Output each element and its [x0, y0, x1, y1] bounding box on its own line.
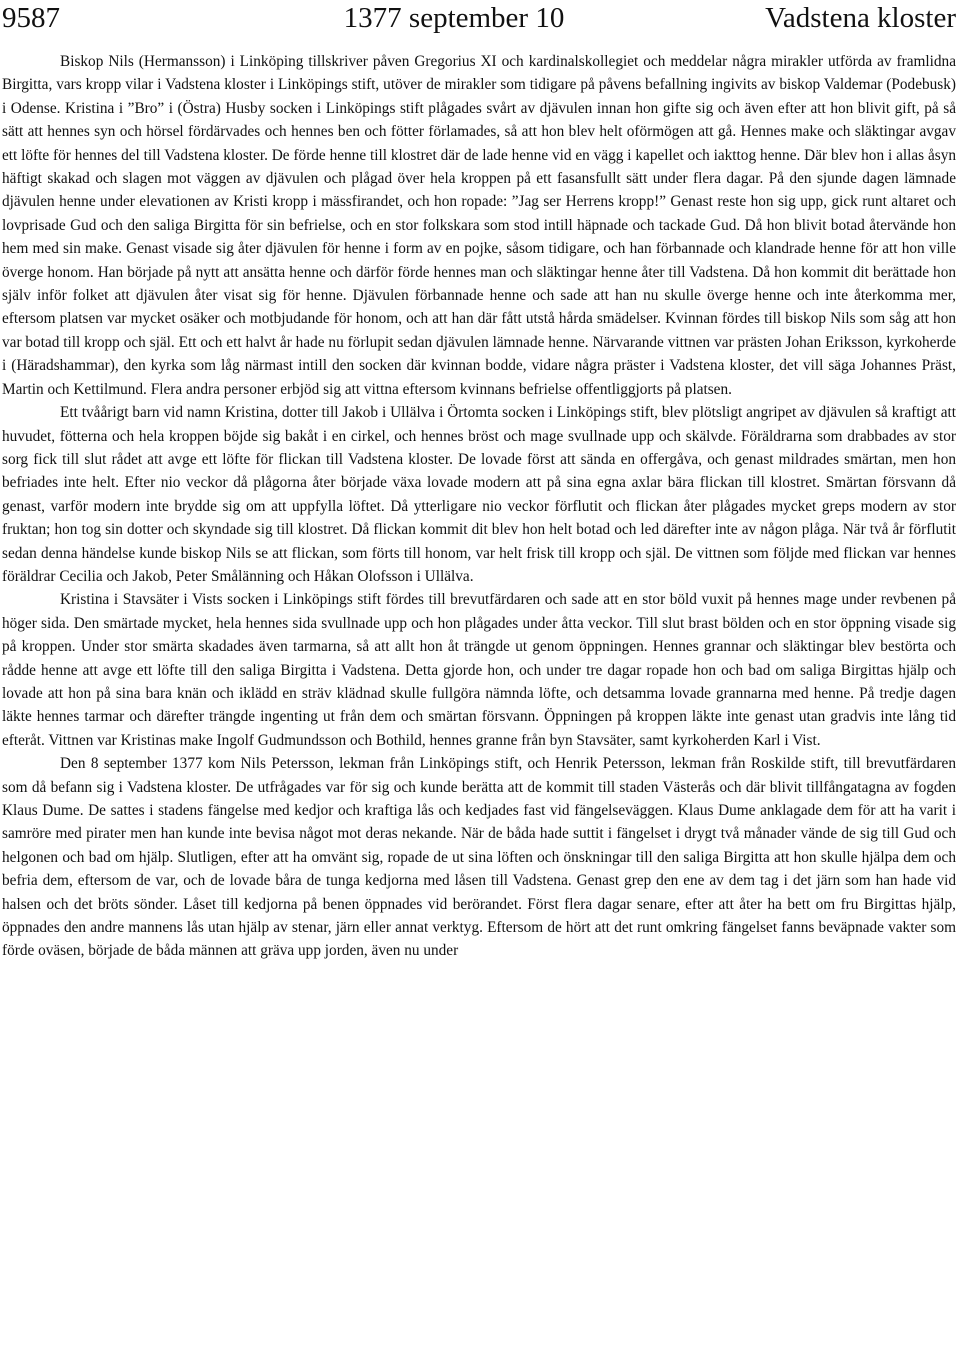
page-header: [2, 0, 956, 40]
document-number: 9587: [2, 2, 60, 34]
paragraph-1: Biskop Nils (Hermansson) i Linköping tillskriver påven Gregorius XI och kardinalskollegiet och meddelar några mirakler utförda av framlidna Birgitta, vars kropp vilar i Vadstena kloster i Linköpings stift, utöver de mirakler som tidigare på påvens befallning ingivits av biskop Valdemar (Podebusk) i Odense. Kristina i ”Bro” i (Östra) Husby socken i Linköpings stift plågades svårt av djävulen innan hon gifte sig och även efter att hon blivit gift, på så sätt att hennes syn och hörsel fördärvades och hennes ben och fötter förlamades, så att hon blev helt oförmögen att gå. Hennes make och släktingar avgav ett löfte för hennes del till Vadstena kloster. De förde henne till klostret där de lade henne vid en vägg i kapellet och iakttog henne. Där blev hon i allas åsyn häftigt skakad och slagen mot väggen av djävulen och plågad över hela kroppen på ett fasansfullt sätt under flera dagar. På den sjunde dagen lämnade djävulen henne under elevationen av Kristi kropp i mässfirandet, och hon ropade: ”Jag ser Herrens kropp!” Genast reste hon sig upp, gick runt altaret och lovprisade Gud och den saliga Birgitta för sin befrielse, och en stor folkskara som stod intill häpnade och tackade Gud. Då hon blivit botad återvände hon hem med sin make. Genast visade sig åter djävulen för henne i form av en pojke, såsom tidigare, och han förbannade och klandrade henne för att hon ville överge honom. Han började på nytt att ansätta henne och därför förde hennes man och släktingar henne åter till Vadstena. Då hon kommit dit berättade hon själv inför folket att djävulen åter visat sig för henne. Djävulen förbannade henne och sade att han nu skulle överge henne och inte återkomma mer, eftersom platsen var mycket osäker och motbjudande för honom, och att han där fått utstå hårda smädelser. Kvinnan fördes till biskop Nils som såg att hon var botad till kropp och själ. Ett och ett halvt år hade nu förlupit sedan djävulen lämnade henne. Närvarande vittnen var prästen Johan Eriksson, kyrkoherde i (Häradshammar), den kyrka som låg närmast intill den socken där kvinnan bodde, vidare några präster i Vadstena kloster, det vill säga Johannes Präst, Martin och Kettilmund. Flera andra personer erbjöd sig att vittna eftersom kvinnans befrielse offentliggjorts på platsen.: [2, 53, 956, 398]
paragraph-3: Kristina i Stavsäter i Vists socken i Linköpings stift fördes till brevutfärdaren och sade att en stor böld vuxit på hennes mage under revbenen på höger sida. Den smärtade mycket, hela hennes sida svullnade upp och hon plågades under åtta veckor. Till slut brast bölden och en stor öppning visade sig på kroppen. Under stor smärta skadades även tarmarna, så att allt hon åt trängde ut genom öppningen. Hennes grannar och släktingar blev bestörta och rådde henne att avge ett löfte till den saliga Birgitta i Vadstena. Detta gjorde hon, och under tre dagar ropade hon och bad om saliga Birgittas hjälp och lovade att hon på sina bara knän och iklädd en sträv klädnad skulle fullgöra nämnda löfte, och detsamma lovade grannarna med henne. På tredje dagen läkte hennes tarmar och därefter trängde ingenting ut från dem och smärtan försvann. Öppningen på kroppen läkte inte genast utan gradvis inte lång tid efteråt. Vittnen var Kristinas make Ingolf Gudmundsson och Bothild, hennes granne från byn Stavsäter, samt kyrkoherden Karl i Vist.: [2, 591, 956, 749]
document-place: Vadstena kloster: [765, 2, 956, 34]
document-body: [2, 50, 956, 963]
document-date: 1377 september 10: [343, 2, 565, 34]
paragraph-2: Ett tvåårigt barn vid namn Kristina, dotter till Jakob i Ullälva i Örtomta socken i Linköpings stift, blev plötsligt angripet av djävulen så kraftigt att huvudet, fötterna och hela kroppen böjde sig bakåt i en cirkel, och hennes bröst och mage svullnade upp och skälvde. Föräldrarna som drabbades av stor sorg fick till slut rådet att avge ett löfte för flickan till Vadstena kloster. De lovade först att sända en offergåva, och genast mildrades smärtan, men hon befriades inte helt. Efter nio veckor då plågorna åter började växa lovade modern att på sina egna axlar bära flickan till klostret. Smärtan försvann då genast, varför modern inte brydde sig om att uppfylla löftet. Då ytterligare nio veckor förflutit och flickan åter plågades mycket greps modern av stor fruktan; hon tog sin dotter och skyndade sig till klostret. Då flickan kommit dit blev hon helt botad och led därefter inte av någon plåga. När två år förflutit sedan denna händelse kunde biskop Nils se att flickan, som förts till honom, var helt frisk till kropp och själ. De vittnen som följde med flickan var hennes föräldrar Cecilia och Jakob, Peter Smålänning och Håkan Olofsson i Ullälva.: [2, 404, 956, 585]
paragraph-4: Den 8 september 1377 kom Nils Petersson, lekman från Linköpings stift, och Henrik Petersson, lekman från Roskilde stift, till brevutfärdaren som då befann sig i Vadstena kloster. De utfrågades var för sig och kunde berätta att de kommit till staden Västerås och där blivit tillfångatagna av fogden Klaus Dume. De sattes i stadens fängelse med kedjor och kraftiga lås och kedjades fast vid fängelseväggen. Klaus Dume anklagade dem för att ha varit i samröre med pirater men han kunde inte bevisa något mot deras nekande. När de båda hade suttit i fängelset i drygt två månader vände de sig till Gud och helgonen och bad om hjälp. Slutligen, efter att ha omvänt sig, ropade de ut sina löften och önskningar till den saliga Birgitta att hon skulle hjälpa dem och befria dem, eftersom de var, och de lovade båra de tunga kedjorna med låsen till Vadstena. Genast grep den ene av dem tag i det järn som han hade vid halsen och det bröts sönder. Låset till kedjorna på benen öppnades vid berörandet. Först flera dagar senare, efter att åter ha bett om fru Birgittas hjälp, öppnades den andre mannens lås utan hjälp av stenar, järn eller annat verktyg. Eftersom de hört att det runt omkring fängelset fanns beväpnade vakter som förde oväsen, började de båda männen att gräva upp jorden, även nu under: [2, 755, 956, 960]
